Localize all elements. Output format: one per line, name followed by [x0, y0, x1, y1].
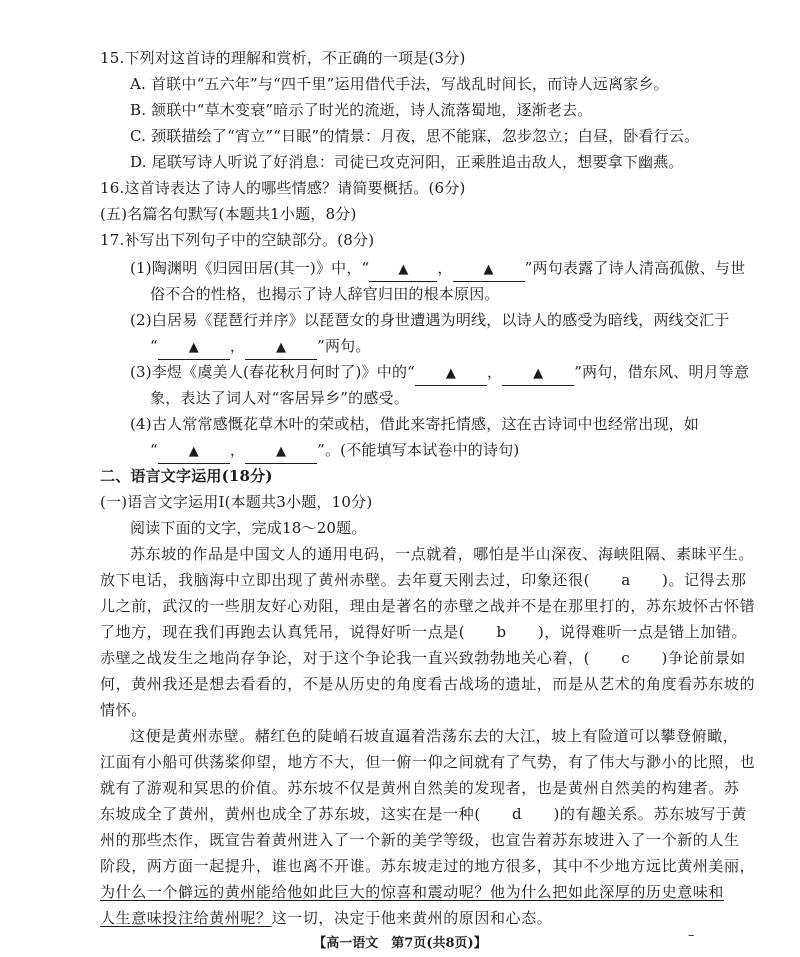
- q17-4-open-quote: “: [150, 441, 158, 459]
- q17-1-comma: ，: [437, 259, 453, 277]
- option-c: C. 颈联描绘了“宵立”“日眠”的情景：月夜，思不能寐，忽步忽立；白昼，卧看行云。: [130, 127, 700, 145]
- reading-instruction: 阅读下面的文字，完成18～20题。: [130, 519, 367, 537]
- passage-line: 情怀。: [100, 701, 147, 719]
- triangle-icon: ▲: [188, 340, 199, 355]
- triangle-icon: ▲: [398, 262, 409, 277]
- q17-4-suffix: ”。(不能填写本试卷中的诗句): [317, 441, 520, 459]
- blank-3a: [415, 361, 487, 386]
- q17-2-suffix: ”两句。: [317, 337, 371, 355]
- triangle-icon: ▲: [275, 444, 287, 459]
- blank-2a: [158, 335, 230, 360]
- q17-3-comma: ，: [487, 363, 503, 381]
- passage-line: 何，黄州我还是想去看看的，不是从历史的角度看古战场的遗址，而是从艺术的角度看苏东坡的: [100, 675, 756, 693]
- q17-1-suffix: ”两句表露了诗人清高孤傲、与世: [524, 259, 746, 277]
- passage-line: 就有了游观和冥思的价值。苏东坡不仅是黄州自然美的发现者，也是黄州自然美的构建者。苏: [100, 779, 740, 797]
- blank-4b: [245, 439, 317, 464]
- triangle-icon: ▲: [483, 262, 494, 277]
- q17-item-2-cont: [150, 335, 710, 360]
- triangle-icon: ▲: [445, 366, 457, 381]
- section-2-subtitle: (一)语言文字运用Ⅰ(本题共3小题，10分): [100, 493, 373, 511]
- blank-3b: [502, 361, 574, 386]
- passage-line: 这便是黄州赤壁。赭红色的陡峭石坡直逼着浩荡东去的大江，坡上有险道可以攀登俯瞰，: [130, 727, 739, 745]
- question-16: 16.这首诗表达了诗人的哪些情感？请简要概括。(6分): [100, 179, 466, 197]
- option-b: B. 颔联中“草木变衰”暗示了时光的流逝，诗人流落蜀地，逐渐老去。: [130, 101, 593, 119]
- section-2-title: 二、语言文字运用(18分): [100, 467, 273, 485]
- option-d: D. 尾联写诗人听说了好消息：司徒已攻克河阳，正乘胜追击敌人，想要拿下幽燕。: [130, 153, 684, 171]
- passage-line: 江面有小船可供荡桨仰望，地方不大，但一俯一仰之间就有了气势，有了伟大与渺小的比照，也: [100, 753, 756, 771]
- blank-1a: [369, 257, 437, 282]
- blank-2b: [245, 335, 317, 360]
- section-heading-5: (五)名篇名句默写(本题共1小题，8分): [100, 205, 357, 223]
- passage-line: 放下电话，我脑海中立即出现了黄州赤壁。去年夏天刚去过，印象还很( a )。记得去那: [100, 571, 747, 589]
- triangle-icon: ▲: [533, 366, 544, 381]
- question-15: 15.下列对这首诗的理解和赏析，不正确的一项是(3分): [100, 49, 466, 67]
- q17-item-3: [130, 361, 750, 386]
- page-footer: 【高一语文 第7页(共8页)】: [313, 936, 487, 951]
- q17-item-1: [130, 257, 746, 282]
- triangle-icon: ▲: [275, 340, 287, 355]
- passage-line: 了地方，现在我们再跑去认真凭吊，说得好听一点是( b )，说得难听一点是错上加错。: [100, 623, 748, 641]
- passage-conclusion: 这一切，决定于他来黄州的原因和心态。: [271, 909, 553, 927]
- q17-3-suffix: ”两句，借东风、明月等意: [574, 363, 750, 381]
- triangle-icon: ▲: [188, 444, 199, 459]
- passage-last-line: [100, 907, 710, 929]
- passage-line: 赤壁之战发生之地尚存争论，对于这个争论我一直兴致勃勃地关心着，( c )争论前景如: [100, 649, 746, 667]
- passage-line: 阶段，两方面一起提升，谁也离不开谁。苏东坡走过的地方很多，其中不少地方远比黄州美丽，: [100, 857, 756, 875]
- q17-item-4-cont: [150, 439, 710, 464]
- footer-mark: –: [688, 928, 695, 943]
- q17-3-prefix: (3)李煜《虞美人(春花秋月何时了)》中的“: [130, 363, 416, 381]
- blank-4a: [158, 439, 230, 464]
- q17-item-1-cont: 俗不合的性格，也揭示了诗人辞官归田的根本原因。: [150, 285, 500, 303]
- passage-underlined-line: 为什么一个僻远的黄州能给他如此巨大的惊喜和震动呢？他为什么把如此深厚的历史意味和: [100, 883, 725, 901]
- q17-1-prefix: (1)陶渊明《归园田居(其一)》中，“: [130, 259, 370, 277]
- passage-underlined-tail: 人生意味投注给黄州呢？: [100, 909, 272, 927]
- passage-line: 东坡成全了黄州，黄州也成全了苏东坡，这实在是一种( d )的有趣关系。苏东坡写于黄: [100, 805, 748, 823]
- question-17: 17.补写出下列句子中的空缺部分。(8分): [100, 231, 375, 249]
- passage-line: 州的那些杰作，既宣告着黄州进入了一个新的美学等级，也宣告着苏东坡进入了一个新的人生: [100, 831, 740, 849]
- q17-item-2: (2)白居易《琵琶行并序》以琵琶女的身世遭遇为明线，以诗人的感受为暗线，两线交汇于: [130, 311, 730, 329]
- passage-line: 儿之前，武汉的一些朋友好心劝阻，理由是著名的赤壁之战并不是在那里打的，苏东坡怀古怀错: [100, 597, 756, 615]
- q17-item-3-cont: 象，表达了词人对“客居异乡”的感受。: [150, 389, 409, 407]
- blank-1b: [453, 257, 525, 282]
- q17-2-open-quote: “: [150, 337, 158, 355]
- passage-line: 苏东坡的作品是中国文人的通用电码，一点就着，哪怕是半山深夜、海峡阻隔、素昧平生。: [130, 545, 755, 563]
- option-a: A. 首联中“五六年”与“四千里”运用借代手法，写战乱时间长，而诗人远离家乡。: [130, 75, 669, 93]
- q17-item-4: (4)古人常常感慨花草木叶的荣或枯，借此来寄托情感，这在古诗词中也经常出现，如: [130, 415, 700, 433]
- q17-2-comma: ，: [229, 337, 246, 355]
- q17-4-comma: ，: [229, 441, 246, 459]
